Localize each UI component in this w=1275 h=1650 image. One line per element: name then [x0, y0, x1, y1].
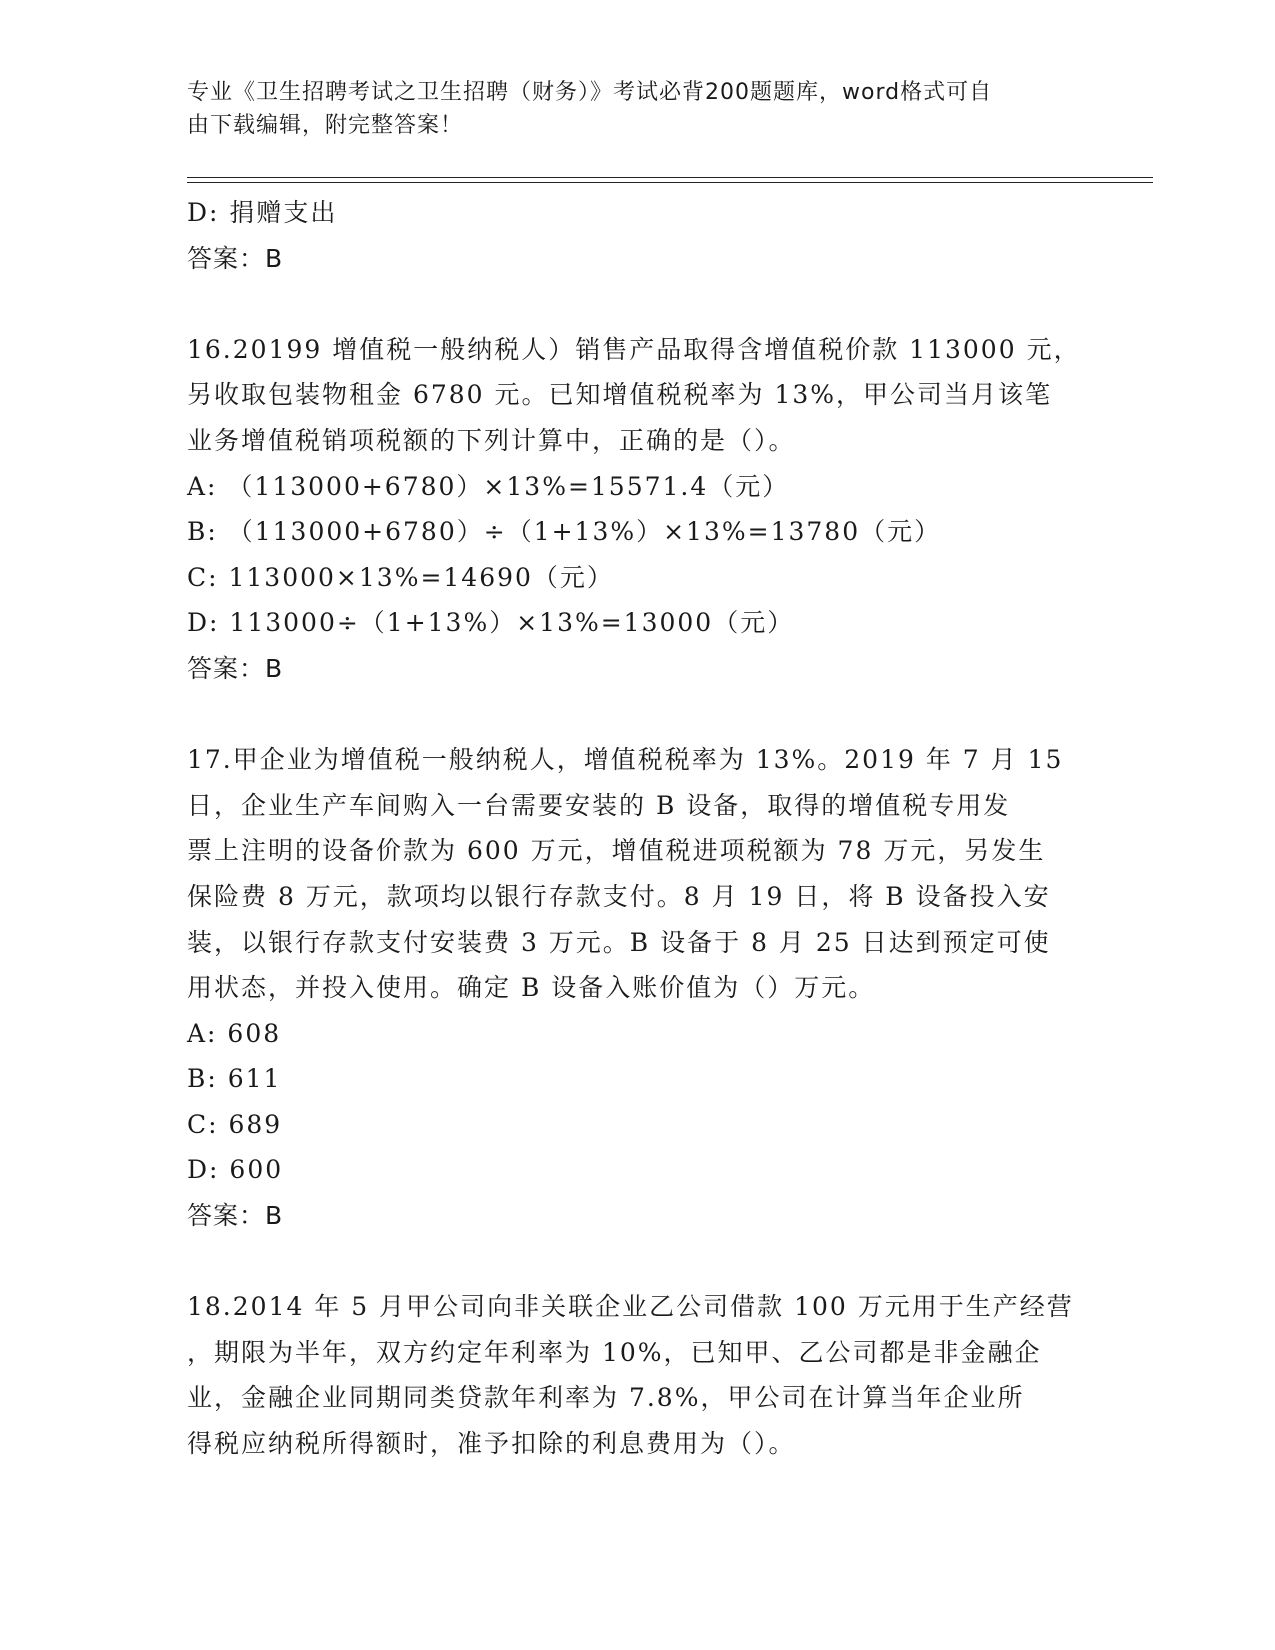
- answer-line: 答案：B: [187, 243, 284, 273]
- spacer: [187, 281, 1087, 327]
- option-b: B: 611: [187, 1064, 282, 1094]
- header-divider-bottom: [187, 182, 1153, 183]
- question-16: [187, 327, 1087, 692]
- option-a: A: 608: [187, 1018, 282, 1048]
- previous-question-tail: [187, 190, 1087, 281]
- question-stem-line: ，期限为半年，双方约定年利率为 10%，已知甲、乙公司都是非金融企: [187, 1337, 1042, 1367]
- question-stem-line: 业，金融企业同期同类贷款年利率为 7.8%，甲公司在计算当年企业所: [187, 1383, 1025, 1413]
- answer-line: 答案：B: [187, 1201, 284, 1231]
- question-18: [187, 1284, 1087, 1466]
- spacer: [187, 692, 1087, 738]
- question-stem-line: 17.甲企业为增值税一般纳税人，增值税税率为 13%。2019 年 7 月 15: [187, 745, 1064, 775]
- option-a: A: （113000+6780）×13%=15571.4（元）: [187, 471, 790, 501]
- option-d: D: 113000÷（1+13%）×13%=13000（元）: [187, 608, 795, 638]
- header-divider-top: [187, 177, 1153, 178]
- question-stem-line: 另收取包装物租金 6780 元。已知增值税税率为 13%，甲公司当月该笔: [187, 380, 1053, 410]
- question-stem-line: 用状态，并投入使用。确定 B 设备入账价值为（）万元。: [187, 973, 876, 1003]
- document-body: [187, 190, 1087, 1467]
- option-c: C: 689: [187, 1109, 283, 1139]
- question-stem-line: 日，企业生产车间购入一台需要安装的 B 设备，取得的增值税专用发: [187, 790, 1011, 820]
- page-header: [187, 76, 1067, 142]
- question-17: [187, 737, 1087, 1239]
- header-line-2: 由下载编辑，附完整答案！: [187, 113, 464, 138]
- question-stem-line: 18.2014 年 5 月甲公司向非关联企业乙公司借款 100 万元用于生产经营: [187, 1292, 1074, 1322]
- option-d: D: 600: [187, 1155, 284, 1185]
- question-stem-line: 装，以银行存款支付安装费 3 万元。B 设备于 8 月 25 日达到预定可使: [187, 927, 1051, 957]
- option-d: D: 捐赠支出: [187, 198, 338, 227]
- question-stem-line: 得税应纳税所得额时，准予扣除的利息费用为（）。: [187, 1429, 796, 1459]
- option-b: B: （113000+6780）÷（1+13%）×13%=13780（元）: [187, 517, 942, 547]
- option-c: C: 113000×13%=14690（元）: [187, 562, 614, 592]
- header-line-1: 专业《卫生招聘考试之卫生招聘（财务）》考试必背200题题库，word格式可自: [187, 80, 993, 105]
- question-stem-line: 业务增值税销项税额的下列计算中，正确的是（）。: [187, 425, 796, 455]
- question-stem-line: 票上注明的设备价款为 600 万元，增值税进项税额为 78 万元，另发生: [187, 836, 1046, 866]
- answer-line: 答案：B: [187, 653, 284, 683]
- question-stem-line: 16.20199 增值税一般纳税人）销售产品取得含增值税价款 113000 元，: [187, 334, 1081, 364]
- spacer: [187, 1239, 1087, 1285]
- question-stem-line: 保险费 8 万元，款项均以银行存款支付。8 月 19 日，将 B 设备投入安: [187, 881, 1051, 911]
